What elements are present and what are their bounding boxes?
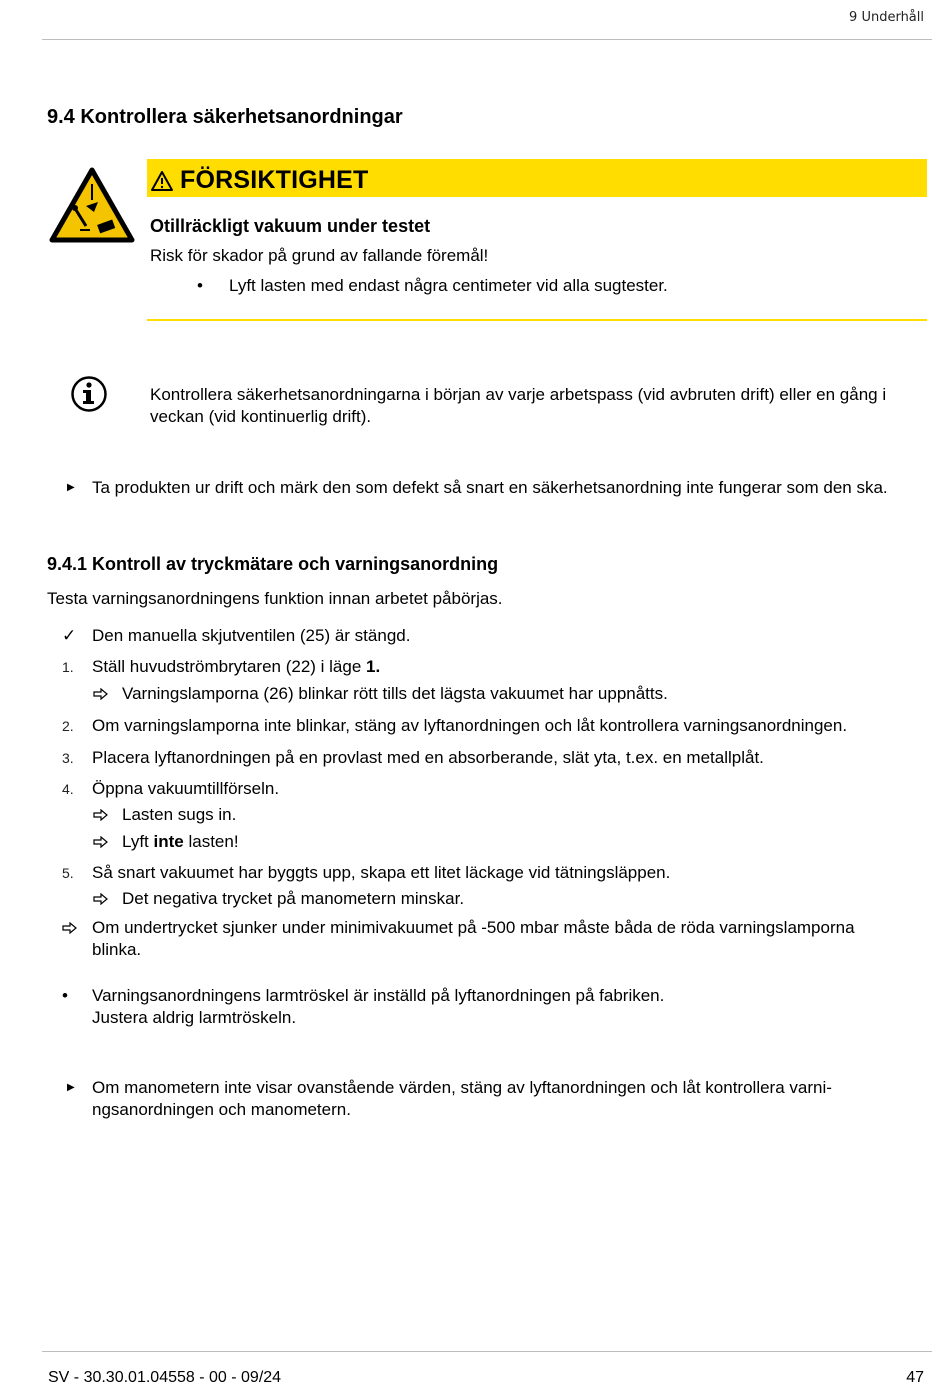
falling-objects-warning-icon [48, 166, 136, 244]
step-result: Varningslamporna (26) blinkar rött tills det lägsta vakuumet har uppnåtts. [122, 684, 668, 703]
warning-signal-word: FÖRSIKTIGHET [180, 166, 369, 194]
subsection-title: 9.4.1 Kontroll av tryckmätare och varningsanordning [47, 554, 499, 574]
action-marker-icon: ▶ [67, 482, 75, 493]
result-arrow-icon [93, 809, 109, 821]
step-number: 1. [62, 659, 74, 675]
final-result-text: Om undertrycket sjunker under minimivakuumet på -500 mbar måste båda de röda varningslamporna blinka. [92, 918, 855, 959]
note-line: Varningsanordningens larmtröskel är inställd på lyftanordningen på fabriken. [92, 986, 665, 1005]
header-rule [42, 39, 932, 40]
step-number: 5. [62, 865, 74, 881]
step-text: Om varningslamporna inte blinkar, stäng av lyftanordningen och låt kontrollera varningsanordningen. [92, 716, 848, 735]
step-result: Lasten sugs in. [122, 805, 237, 824]
info-icon [70, 375, 108, 413]
result-arrow-icon [62, 922, 78, 934]
step-result: Det negativa trycket på manometern minskar. [122, 889, 465, 908]
warning-risk: Risk för skador på grund av fallande föremål! [150, 246, 489, 265]
final-action-text: Om manometern inte visar ovanstående värden, stäng av lyftanordningen och låt kontrollera varni-ngsanordningen och manometern. [92, 1078, 832, 1119]
chapter-header: 9 Underhåll [849, 10, 924, 25]
step-number: 2. [62, 718, 74, 734]
precondition-text: Den manuella skjutventilen (25) är stängd. [92, 626, 411, 645]
bullet-dot: • [197, 276, 203, 295]
subsection-intro: Testa varningsanordningens funktion innan arbetet påbörjas. [47, 589, 503, 608]
info-text: Kontrollera säkerhetsanordningarna i början av varje arbetspass (vid avbruten drift) eller en gång i veckan (vid kontinuerlig drift). [150, 385, 887, 426]
action-marker-icon: ▶ [67, 1082, 75, 1093]
warning-measure: Lyft lasten med endast några centimeter vid alla sugtester. [229, 276, 668, 295]
footer-rule [42, 1351, 932, 1352]
section-title: 9.4 Kontrollera säkerhetsanordningar [47, 106, 403, 128]
result-arrow-icon [93, 893, 109, 905]
footer-doc-id: SV - 30.30.01.04558 - 00 - 09/24 [48, 1369, 282, 1386]
warning-bottom-rule [147, 319, 927, 321]
step-text: Öppna vakuumtillförseln. [92, 779, 280, 798]
checkmark-icon: ✓ [62, 626, 77, 645]
step-text: Ställ huvudströmbrytaren (22) i läge 1. [92, 657, 381, 676]
footer-page-number: 47 [906, 1369, 924, 1386]
action-text: Ta produkten ur drift och märk den som defekt så snart en säkerhetsanordning inte fungerar som den ska. [92, 478, 888, 497]
step-number: 4. [62, 781, 74, 797]
step-number: 3. [62, 750, 74, 766]
warning-heading: Otillräckligt vakuum under testet [150, 216, 431, 236]
step-text: Placera lyftanordningen på en provlast med en absorberande, slät yta, t.ex. en metallplåt. [92, 748, 764, 767]
warning-triangle-icon [150, 170, 174, 192]
result-arrow-icon [93, 836, 109, 848]
result-arrow-icon [93, 688, 109, 700]
step-text: Så snart vakuumet har byggts upp, skapa ett litet läckage vid tätningsläppen. [92, 863, 671, 882]
step-result: Lyft inte lasten! [122, 832, 239, 851]
bullet-dot: • [62, 986, 68, 1005]
note-line: Justera aldrig larmtröskeln. [92, 1008, 297, 1027]
